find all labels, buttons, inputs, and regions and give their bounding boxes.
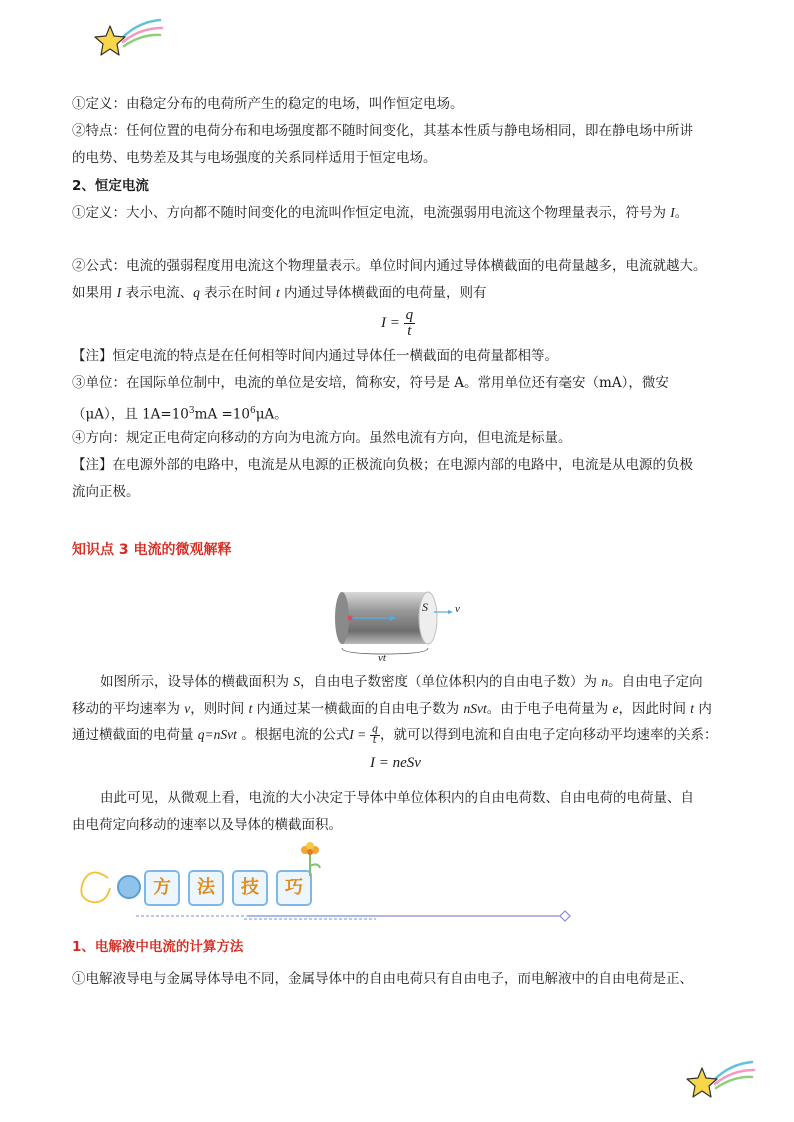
formula-micro-current: I = neSv: [370, 755, 421, 771]
note-steady-current: 【注】恒定电流的特点是在任何相等时间内通过导体任一横截面的电荷量都相等。: [72, 348, 558, 364]
steady-current-definition: ①定义：大小、方向都不随时间变化的电流叫作恒定电流，电流强弱用电流这个物理量表示，符号为 I。: [72, 205, 689, 221]
conclusion-p2: 由电荷定向移动的速率以及导体的横截面积。: [72, 817, 342, 833]
method-char-fang: 方: [144, 870, 180, 906]
micro-explanation-p2: 移动的平均速率为 v，则时间 t 内通过某一横截面的自由电子数为 nSvt。由于电子电荷量为 e，因此时间 t 内: [72, 701, 712, 717]
flower-decoration-icon: [296, 842, 324, 878]
method-electrolyte-p1: ①电解液导电与金属导体导电不同，金属导体中的自由电荷只有自由电子，而电解液中的自由电荷是正、: [72, 971, 693, 987]
figure-label-vt: vt: [378, 652, 386, 664]
conclusion-p1: 由此可见，从微观上看，电流的大小决定于导体中单位体积内的自由电荷数、自由电荷的电荷量、自: [100, 790, 694, 806]
method-heading-electrolyte: 1、电解液中电流的计算方法: [72, 939, 244, 955]
electric-field-feature-cont: 的电势、电势差及其与电场强度的关系同样适用于恒定电场。: [72, 150, 437, 166]
star-decoration-icon: [92, 14, 164, 60]
method-char-ji: 技: [232, 870, 268, 906]
current-direction: ④方向：规定正电荷定向移动的方向为电流方向。虽然电流有方向，但电流是标量。: [72, 430, 572, 446]
note-current-direction-cont: 流向正极。: [72, 484, 140, 500]
electric-field-definition: ①定义：由稳定分布的电荷所产生的稳定的电场，叫作恒定电场。: [72, 96, 464, 112]
method-banner-divider: [136, 908, 572, 924]
current-unit: ③单位：在国际单位制中，电流的单位是安培，简称安，符号是 A。常用单位还有毫安（mA），微安: [72, 375, 669, 391]
note-current-direction: 【注】在电源外部的电路中，电流是从电源的正极流向负极；在电源内部的电路中，电流是从电源的负极: [72, 457, 693, 473]
method-char-qiao: 巧: [276, 870, 312, 906]
figure-label-v: v: [455, 603, 460, 615]
current-formula-desc: ②公式：电流的强弱程度用电流这个物理量表示。单位时间内通过导体横截面的电荷量越多，电流就越大。: [72, 258, 707, 274]
method-char-fa: 法: [188, 870, 224, 906]
star-decoration-bottom-icon: [684, 1056, 756, 1102]
micro-explanation-p1: 如图所示，设导体的横截面积为 S，自由电子数密度（单位体积内的自由电子数）为 n。自由电子定向: [100, 674, 703, 690]
conductor-cylinder-figure: [330, 580, 470, 668]
micro-explanation-p3: 通过横截面的电荷量 q=nSvt 。根据电流的公式I = $\frac{q}{t}$ ，就可以得到电流和自由电子定向移动平均速率的关系：: [72, 724, 718, 746]
electric-field-feature: ②特点：任何位置的电荷分布和电场强度都不随时间变化，其基本性质与静电场相同，即在静电场中所讲: [72, 123, 693, 139]
current-unit-cont: （μA），且 $1A=10^3mA =10^6\mu A$。: [72, 406, 288, 423]
figure-label-s: S: [422, 600, 428, 614]
method-banner-bullet-icon: [117, 875, 141, 899]
current-formula-desc-cont: 如果用 I 表示电流、q 表示在时间 t 内通过导体横截面的电荷量，则有: [72, 285, 487, 301]
section-heading-steady-current: 2、恒定电流: [72, 178, 149, 194]
formula-current-definition: I = $\frac{q}{t}$: [381, 307, 414, 339]
knowledge-point-3-heading: 知识点 3 电流的微观解释: [72, 542, 232, 558]
